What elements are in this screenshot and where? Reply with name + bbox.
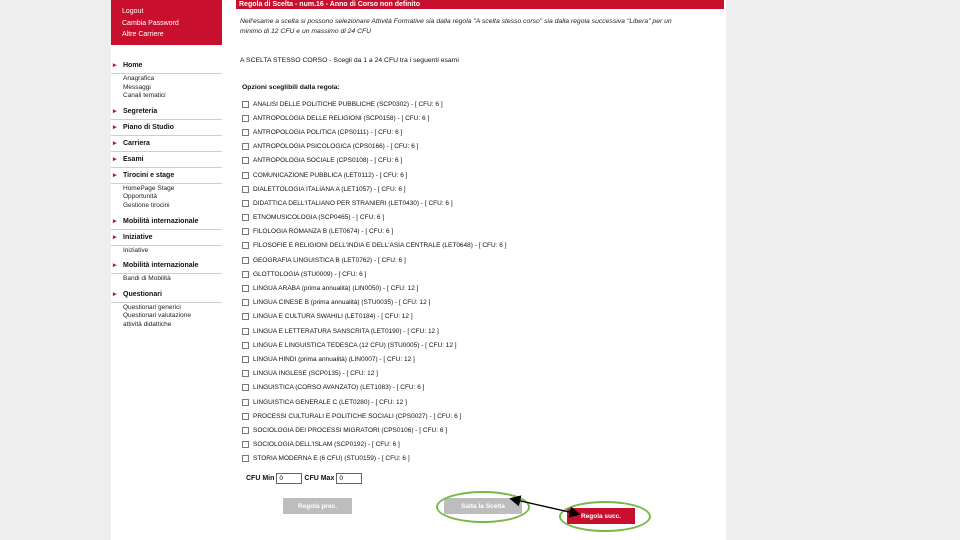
option-row[interactable]: [242, 296, 507, 310]
options-list: [242, 97, 507, 466]
option-row[interactable]: [242, 125, 507, 139]
cfu-max-label: CFU Max: [304, 475, 335, 482]
option-label: DIDATTICA DELL'ITALIANO PER STRANIERI (LET0430) - [ CFU: 6 ]: [253, 199, 453, 207]
main-content: [240, 17, 726, 463]
sidebar-section-piano-di-studio[interactable]: ▸ Piano di Studio: [111, 120, 222, 136]
intro-text: [240, 17, 726, 36]
left-margin: [0, 0, 111, 540]
option-checkbox[interactable]: [242, 413, 249, 420]
sidebar-subitems-tirocini: [111, 184, 222, 214]
option-row[interactable]: [242, 182, 507, 196]
skip-choice-button[interactable]: Salta la Scelta: [444, 498, 522, 514]
sidebar-item-messaggi[interactable]: Messaggi: [123, 83, 151, 91]
option-checkbox[interactable]: [242, 200, 249, 207]
sidebar-section-tirocini[interactable]: ▸ Tirocini e stage: [111, 168, 222, 184]
sidebar-section-segreteria[interactable]: ▸ Segreteria: [111, 104, 222, 120]
option-checkbox[interactable]: [242, 356, 249, 363]
sidebar-section-mobilita-2[interactable]: ▸ Mobilità internazionale: [111, 258, 222, 274]
sidebar-item-homepage-stage[interactable]: HomePage Stage: [123, 184, 175, 192]
option-row[interactable]: [242, 324, 507, 338]
option-label: LINGUA E LETTERATURA SANSCRITA (LET0190) - [ CFU: 12 ]: [253, 327, 439, 335]
intro-line-1: Nell'esame a scelta si possono selezionare Attività Formative sia dalla regola "A scelta stesso corso" sia dalla regola successiva "Libera" per un: [240, 18, 672, 25]
sidebar-item-attivita-didattiche[interactable]: attività didattiche: [123, 320, 172, 328]
other-careers-link[interactable]: Altre Carriere: [122, 31, 164, 38]
option-checkbox[interactable]: [242, 101, 249, 108]
option-checkbox[interactable]: [242, 399, 249, 406]
option-label: ANTROPOLOGIA POLITICA (CPS0111) - [ CFU: 6 ]: [253, 128, 403, 136]
option-label: ETNOMUSICOLOGIA (SCP0465) - [ CFU: 6 ]: [253, 214, 385, 222]
option-row[interactable]: [242, 423, 507, 437]
sidebar-item-questionari-generici[interactable]: Questionari generici: [123, 303, 181, 311]
option-label: PROCESSI CULTURALI E POLITICHE SOCIALI (CPS0027) - [ CFU: 6 ]: [253, 412, 462, 420]
option-row[interactable]: [242, 338, 507, 352]
sidebar-subitems-questionari: [111, 303, 222, 333]
option-row[interactable]: [242, 438, 507, 452]
option-checkbox[interactable]: [242, 115, 249, 122]
sidebar-subitems-mobilita: [111, 274, 222, 287]
sidebar-menu: [111, 45, 222, 333]
option-row[interactable]: [242, 267, 507, 281]
option-row[interactable]: [242, 281, 507, 295]
option-row[interactable]: [242, 409, 507, 423]
option-label: STORIA MODERNA E (6 CFU) (STU0159) - [ CFU: 6 ]: [253, 455, 410, 463]
option-checkbox[interactable]: [242, 285, 249, 292]
rule-title: A SCELTA STESSO CORSO - Scegli da 1 a 24 CFU tra i seguenti esami: [240, 57, 459, 64]
option-row[interactable]: [242, 239, 507, 253]
option-row[interactable]: [242, 452, 507, 466]
sidebar-item-opportunita[interactable]: Opportunità: [123, 193, 157, 201]
option-label: ANTROPOLOGIA PSICOLOGICA (CPS0166) - [ CFU: 6 ]: [253, 143, 419, 151]
option-checkbox[interactable]: [242, 143, 249, 150]
option-checkbox[interactable]: [242, 214, 249, 221]
cfu-min-label: CFU Min: [246, 475, 275, 482]
option-label: ANTROPOLOGIA SOCIALE (CPS0108) - [ CFU: 6 ]: [253, 157, 403, 165]
option-checkbox[interactable]: [242, 455, 249, 462]
option-row[interactable]: [242, 168, 507, 182]
sidebar-item-canali-tematici[interactable]: Canali tematici: [123, 92, 166, 100]
option-row[interactable]: [242, 352, 507, 366]
sidebar-item-gestione-tirocini[interactable]: Gestione tirocini: [123, 201, 170, 209]
next-rule-button[interactable]: Regola succ.: [567, 508, 635, 524]
previous-rule-button[interactable]: Regola prec.: [283, 498, 352, 514]
cfu-min-input[interactable]: [276, 473, 302, 484]
option-row[interactable]: [242, 140, 507, 154]
option-label: LINGUA E CULTURA SWAHILI (LET0184) - [ CFU: 12 ]: [253, 313, 413, 321]
option-label: ANTROPOLOGIA DELLE RELIGIONI (SCP0158) - [ CFU: 6 ]: [253, 114, 430, 122]
option-checkbox[interactable]: [242, 242, 249, 249]
option-label: LINGUISTICA GENERALE C (LET0280) - [ CFU: 12 ]: [253, 398, 407, 406]
right-margin: [726, 0, 960, 540]
option-label: FILOLOGIA ROMANZA B (LET0674) - [ CFU: 6 ]: [253, 228, 394, 236]
option-label: SOCIOLOGIA DEI PROCESSI MIGRATORI (CPS0106) - [ CFU: 6 ]: [253, 426, 448, 434]
cfu-range-fields: [246, 473, 364, 484]
sidebar-section-iniziative[interactable]: ▸ Iniziative: [111, 230, 222, 246]
option-row[interactable]: [242, 310, 507, 324]
option-checkbox[interactable]: [242, 186, 249, 193]
sidebar-section-questionari[interactable]: ▸ Questionari: [111, 287, 222, 303]
sidebar-item-bandi-mobilita[interactable]: Bandi di Mobilità: [123, 275, 171, 283]
option-label: DIALETTOLOGIA ITALIANA A (LET1057) - [ CFU: 6 ]: [253, 185, 406, 193]
option-label: SOCIOLOGIA DELL'ISLAM (SCP0192) - [ CFU: 6 ]: [253, 441, 400, 449]
sidebar-account-links: [111, 0, 222, 45]
option-checkbox[interactable]: [242, 228, 249, 235]
option-checkbox[interactable]: [242, 342, 249, 349]
option-label: GEOGRAFIA LINGUISTICA B (LET0762) - [ CFU: 6 ]: [253, 256, 406, 264]
sidebar-item-questionari-valutazione[interactable]: Questionari valutazione: [123, 312, 191, 320]
page-title: Regola di Scelta - num.16 - Anno di Corso non definito: [236, 0, 724, 9]
option-row[interactable]: [242, 395, 507, 409]
option-label: LINGUA ARABA (prima annualità) (LIN0050) - [ CFU: 12 ]: [253, 285, 419, 293]
option-label: FILOSOFIE E RELIGIONI DELL'INDIA E DELL'ASIA CENTRALE (LET0648) - [ CFU: 6 ]: [253, 242, 507, 250]
cfu-max-input[interactable]: [336, 473, 362, 484]
option-label: LINGUISTICA (CORSO AVANZATO) (LET1083) - [ CFU: 6 ]: [253, 384, 425, 392]
options-label: Opzioni sceglibili dalla regola:: [242, 84, 340, 91]
option-checkbox[interactable]: [242, 129, 249, 136]
option-label: LINGUA CINESE B (prima annualità) (STU0035) - [ CFU: 12 ]: [253, 299, 431, 307]
sidebar-subitems-iniziative: [111, 246, 222, 259]
sidebar-section-carriera[interactable]: ▸ Carriera: [111, 136, 222, 152]
option-checkbox[interactable]: [242, 172, 249, 179]
option-checkbox[interactable]: [242, 441, 249, 448]
sidebar-section-esami[interactable]: ▸ Esami: [111, 152, 222, 168]
sidebar-section-mobilita[interactable]: ▸ Mobilità internazionale: [111, 214, 222, 230]
option-checkbox[interactable]: [242, 271, 249, 278]
sidebar-item-anagrafica[interactable]: Anagrafica: [123, 75, 155, 82]
option-row[interactable]: [242, 196, 507, 210]
option-row[interactable]: [242, 253, 507, 267]
sidebar-item-iniziative[interactable]: Iniziative: [123, 246, 149, 254]
option-checkbox[interactable]: [242, 313, 249, 320]
option-row[interactable]: [242, 211, 507, 225]
sidebar-section-home[interactable]: ▸ Home: [111, 58, 222, 74]
option-checkbox[interactable]: [242, 157, 249, 164]
option-checkbox[interactable]: [242, 370, 249, 377]
option-row[interactable]: [242, 225, 507, 239]
change-password-link[interactable]: Cambia Password: [122, 19, 179, 27]
option-row[interactable]: [242, 111, 507, 125]
option-checkbox[interactable]: [242, 328, 249, 335]
option-label: LINGUA HINDI (prima annualità) (LIN0007) - [ CFU: 12 ]: [253, 355, 415, 363]
option-row[interactable]: [242, 97, 507, 111]
option-row[interactable]: [242, 381, 507, 395]
logout-link[interactable]: Logout: [122, 8, 144, 15]
sidebar-subitems-home: [111, 74, 222, 104]
option-label: LINGUA INGLESE (SCP0135) - [ CFU: 12 ]: [253, 370, 378, 378]
option-checkbox[interactable]: [242, 427, 249, 434]
intro-line-2: minimo di 12 CFU e un massimo di 24 CFU: [240, 27, 372, 35]
option-checkbox[interactable]: [242, 257, 249, 264]
option-checkbox[interactable]: [242, 384, 249, 391]
option-row[interactable]: [242, 367, 507, 381]
option-row[interactable]: [242, 154, 507, 168]
sidebar: [111, 0, 222, 540]
option-checkbox[interactable]: [242, 299, 249, 306]
option-label: GLOTTOLOGIA (STU0009) - [ CFU: 6 ]: [253, 270, 367, 278]
option-label: COMUNICAZIONE PUBBLICA (LET0112) - [ CFU: 6 ]: [253, 171, 408, 179]
option-label: ANALISI DELLE POLITICHE PUBBLICHE (SCP0302) - [ CFU: 6 ]: [253, 100, 443, 108]
option-label: LINGUA E LINGUISTICA TEDESCA (12 CFU) (STU0005) - [ CFU: 12 ]: [253, 341, 457, 349]
